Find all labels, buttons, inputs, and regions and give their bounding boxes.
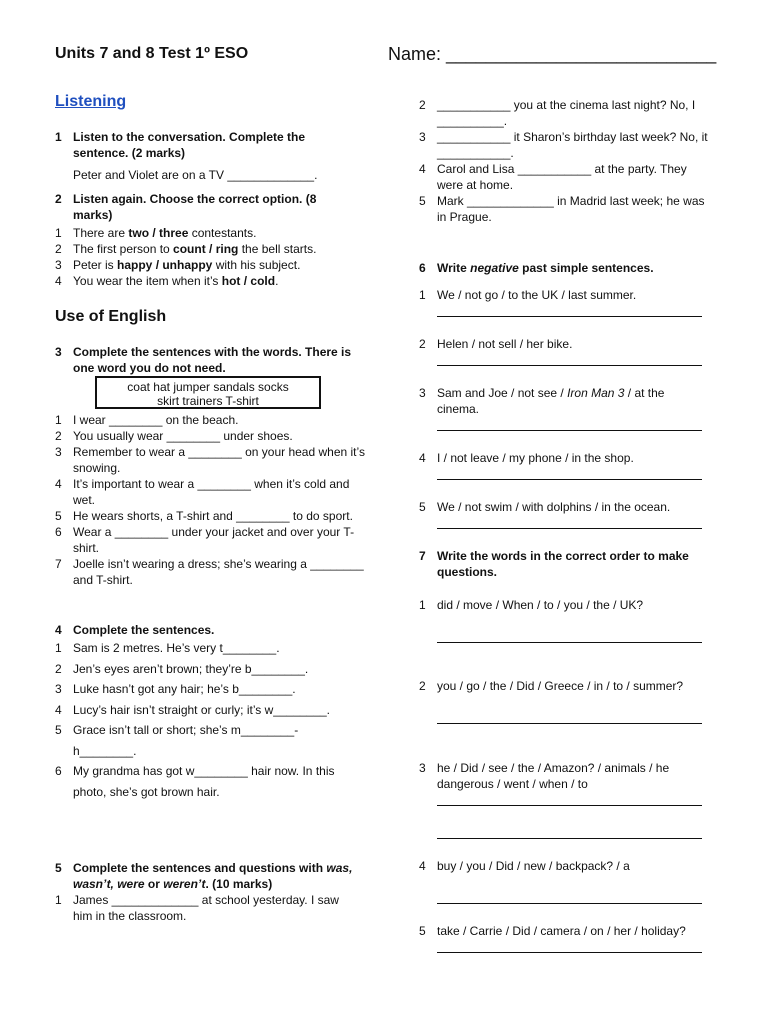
- answer-line[interactable]: [437, 805, 702, 806]
- question-number: 1: [55, 130, 62, 144]
- list-item: 4 buy / you / Did / new / backpack? / a: [419, 859, 630, 873]
- answer-line[interactable]: [437, 528, 702, 529]
- question-2: [55, 191, 345, 289]
- list-item: 1 I wear ________ on the beach.: [55, 413, 239, 427]
- list-item: 1 did / move / When / to / you / the / UK?: [419, 598, 644, 612]
- list-item: 2 Jen’s eyes aren’t brown; they’re b________.: [55, 661, 309, 676]
- question-7-title: 7 Write the words in the correct order to make questions.: [419, 549, 689, 579]
- word-box-line: coat hat jumper sandals socks: [127, 380, 289, 394]
- list-item: 2 You usually wear ________ under shoes.: [55, 429, 293, 443]
- question-4: 4 Complete the sentences. 1 Sam is 2 metres. He’s very t________. 2 Jen’s eyes aren’t brown; they’re b________. 3 Luke hasn’t got any hair; he’s b________. 4 Lucy’s hair isn’t straight or curly; it’s w________. 5 Grace isn’t tall or short; she’s m________-h________. 6 My grandma has got w________ hair now. In this photo, she’s got brown hair.: [55, 622, 355, 802]
- question-5-continued: [419, 97, 709, 225]
- answer-line[interactable]: [437, 365, 702, 366]
- list-item: 2 you / go / the / Did / Greece / in / to / summer?: [419, 679, 684, 693]
- list-item: 4 Lucy’s hair isn’t straight or curly; it’s w________.: [55, 702, 331, 717]
- answer-line[interactable]: [437, 838, 702, 839]
- question-6-title: 6 Write negative past simple sentences.: [419, 261, 654, 275]
- list-item: 4 Carol and Lisa ___________ at the party. They were at home.: [419, 162, 687, 192]
- section-heading-use-of-english: Use of English: [55, 308, 167, 325]
- answer-line[interactable]: [437, 903, 702, 904]
- list-item: 1 Sam is 2 metres. He’s very t________.: [55, 641, 280, 655]
- list-item: 4 It’s important to wear a ________ when it’s cold and wet.: [55, 477, 350, 507]
- list-item: 6 My grandma has got w________ hair now. In this photo, she’s got brown hair.: [55, 764, 335, 799]
- answer-line[interactable]: [437, 430, 702, 431]
- list-item: 3 ___________ it Sharon’s birthday last week? No, it ___________.: [419, 130, 708, 160]
- question-1: [55, 129, 345, 183]
- section-heading-listening: Listening: [55, 93, 127, 110]
- answer-line[interactable]: [437, 952, 702, 953]
- list-item: 2 ___________ you at the cinema last night? No, I __________.: [419, 98, 696, 128]
- question-3-items: [55, 412, 365, 588]
- list-item: 1 James _____________ at school yesterday. I saw him in the classroom.: [55, 893, 339, 923]
- question-3-title: 3 Complete the sentences with the words. There is one word you do not need.: [55, 345, 352, 375]
- page-title: Units 7 and 8 Test 1º ESO: [55, 45, 249, 62]
- word-box-line: skirt trainers T-shirt: [157, 394, 259, 408]
- question-5: 5 Complete the sentences and questions with was, wasn’t, were or weren’t. (10 marks) 1 James _____________ at school yesterday. I saw him in the classroom.: [55, 860, 355, 924]
- answer-line[interactable]: [437, 642, 702, 643]
- list-item: 7 Joelle isn’t wearing a dress; she’s wearing a ________ and T-shirt.: [55, 557, 364, 587]
- list-item: 5 We / not swim / with dolphins / in the ocean.: [419, 500, 671, 514]
- list-item: 3 Peter is happy / unhappy with his subject.: [55, 258, 301, 272]
- question-title: Listen to the conversation. Complete the sentence. (2 marks): [73, 130, 306, 160]
- list-item: 1 There are two / three contestants.: [55, 226, 257, 240]
- list-item: 2 The first person to count / ring the bell starts.: [55, 242, 317, 256]
- question-text: Peter and Violet are on a TV _____________.: [73, 168, 318, 182]
- answer-line[interactable]: [437, 723, 702, 724]
- list-item: 5 take / Carrie / Did / camera / on / her / holiday?: [419, 924, 686, 938]
- list-item: 3 Sam and Joe / not see / Iron Man 3 / at the cinema.: [419, 386, 665, 416]
- list-item: 2 Helen / not sell / her bike.: [419, 337, 573, 351]
- list-item: 3 Luke hasn’t got any hair; he’s b________.: [55, 682, 296, 696]
- name-field-label: Name: ___________________________: [388, 44, 717, 64]
- word-box: [95, 376, 321, 409]
- list-item: 6 Wear a ________ under your jacket and over your T-shirt.: [55, 525, 355, 555]
- question-title: Listen again. Choose the correct option. (8 marks): [73, 192, 317, 222]
- answer-line[interactable]: [437, 316, 702, 317]
- list-item: 4 I / not leave / my phone / in the shop.: [419, 451, 634, 465]
- question-number: 2: [55, 192, 62, 206]
- answer-line[interactable]: [437, 479, 702, 480]
- list-item: 5 Grace isn’t tall or short; she’s m________-h________.: [55, 723, 299, 758]
- list-item: 4 You wear the item when it’s hot / cold.: [55, 274, 279, 288]
- list-item: 3 Remember to wear a ________ on your head when it’s snowing.: [55, 445, 365, 475]
- list-item: 3 he / Did / see / the / Amazon? / animals / he dangerous / went / when / to: [419, 761, 670, 791]
- list-item: 5 Mark _____________ in Madrid last week; he was in Prague.: [419, 194, 705, 224]
- list-item: 1 We / not go / to the UK / last summer.: [419, 288, 637, 302]
- list-item: 5 He wears shorts, a T-shirt and ________ to do sport.: [55, 509, 353, 523]
